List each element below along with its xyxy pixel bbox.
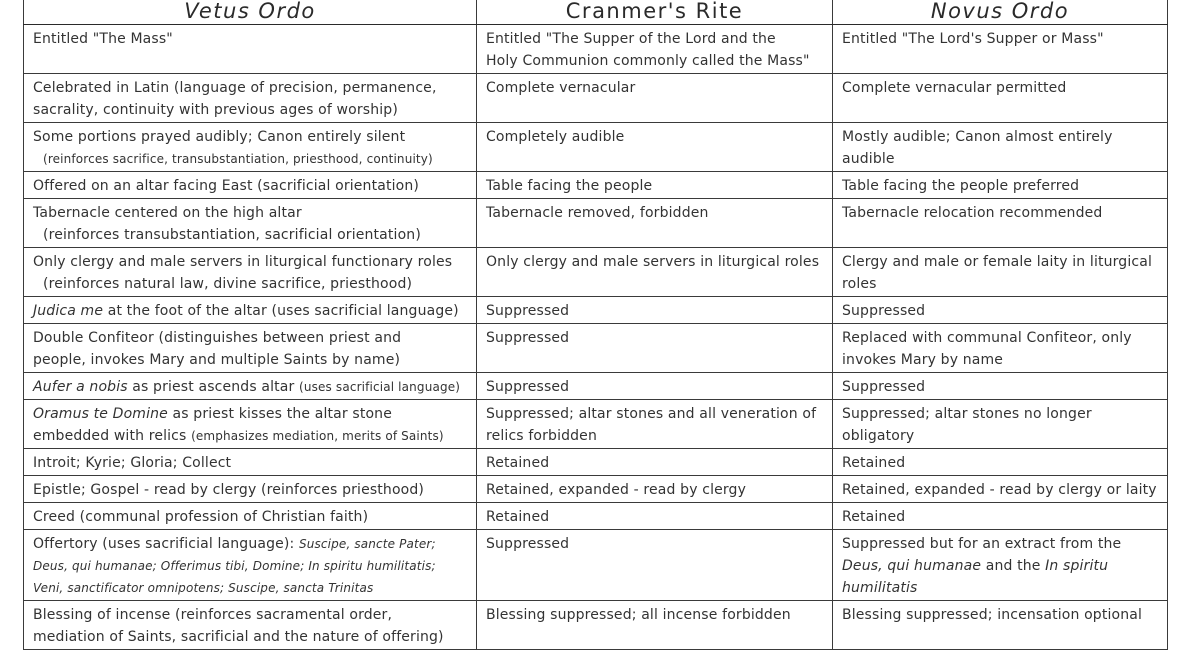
table-row [24,123,1168,172]
cell-text: people, invokes Mary and multiple Saints by name) [33,352,401,368]
cell-text: Blessing suppressed; incensation optional [842,607,1143,623]
cell-text: sacrality, continuity with previous ages of worship) [33,102,398,118]
cell-text: Suppressed but for an extract from the [842,536,1122,552]
cell-cranmer [477,530,833,601]
comparison-table [23,0,1168,650]
cell-text: Holy Communion commonly called the Mass" [486,53,810,69]
cell-novus [833,74,1168,123]
cell-novus [833,172,1168,199]
header-cranmers-rite: Cranmer's Rite [477,0,833,25]
cell-novus [833,503,1168,530]
cell-text: Retained [486,455,550,471]
cell-text: Only clergy and male servers in liturgical roles [486,254,820,270]
cell-vetus [24,123,477,172]
cell-text: Tabernacle relocation recommended [842,205,1103,221]
cell-text: Suppressed; altar stones and all veneration of [486,406,817,422]
latin-phrase: Judica me [33,303,104,319]
cell-text: Entitled "The Lord's Supper or Mass" [842,31,1104,47]
cell-text: Clergy and male or female laity in liturgical [842,254,1152,270]
cell-vetus [24,297,477,324]
cell-text: invokes Mary by name [842,352,1004,368]
table-row [24,503,1168,530]
table-row [24,324,1168,373]
cell-text: audible [842,151,895,167]
table-row [24,476,1168,503]
comparison-table-wrapper [23,0,1167,650]
latin-phrase: Deus, qui humanae; Offerimus tibi, Domine; In spiritu humilitatis; [33,559,436,573]
cell-text: Celebrated in Latin (language of precision, permanence, [33,80,437,96]
cell-text: Suppressed [486,536,570,552]
cell-text: relics forbidden [486,428,597,444]
cell-vetus [24,199,477,248]
cell-text: Suppressed [486,303,570,319]
cell-text: Offertory (uses sacrificial language): [33,536,299,552]
cell-text: Retained [842,509,906,525]
cell-novus [833,373,1168,400]
cell-text: Tabernacle removed, forbidden [486,205,709,221]
cell-novus [833,530,1168,601]
cell-vetus [24,476,477,503]
cell-vetus [24,601,477,650]
cell-vetus [24,503,477,530]
cell-text: Mostly audible; Canon almost entirely [842,129,1113,145]
cell-text: Retained, expanded - read by clergy [486,482,747,498]
cell-vetus [24,373,477,400]
cell-vetus [24,248,477,297]
cell-text: obligatory [842,428,915,444]
latin-phrase: In spiritu [1045,558,1109,574]
cell-text: at the foot of the altar (uses sacrificial language) [103,303,459,319]
cell-vetus [24,400,477,449]
cell-novus [833,248,1168,297]
cell-text: Offered on an altar facing East (sacrificial orientation) [33,178,419,194]
cell-novus [833,123,1168,172]
cell-cranmer [477,400,833,449]
table-row [24,248,1168,297]
cell-text: Replaced with communal Confiteor, only [842,330,1132,346]
cell-text: Suppressed [486,379,570,395]
cell-text: as priest kisses the altar stone [167,406,392,422]
cell-cranmer [477,74,833,123]
cell-text: mediation of Saints, sacrificial and the nature of offering) [33,629,444,645]
cell-text: Completely audible [486,129,625,145]
cell-text: Retained, expanded - read by clergy or laity [842,482,1157,498]
cell-text: Epistle; Gospel - read by clergy (reinforces priesthood) [33,482,425,498]
cell-text: Entitled "The Supper of the Lord and the [486,31,776,47]
latin-phrase: Oramus te Domine [33,406,168,422]
cell-text: embedded with relics [33,428,192,444]
latin-phrase: Veni, sanctificator omnipotens; Suscipe, sancta Trinitas [33,581,374,595]
cell-novus [833,400,1168,449]
cell-novus [833,25,1168,74]
cell-text: Retained [486,509,550,525]
cell-text: Suppressed [842,379,926,395]
cell-text: Introit; Kyrie; Gloria; Collect [33,455,232,471]
cell-note: (emphasizes mediation, merits of Saints) [191,429,444,443]
table-row [24,601,1168,650]
cell-novus [833,199,1168,248]
cell-text: Entitled "The Mass" [33,31,173,47]
cell-text: Table facing the people [486,178,653,194]
latin-phrase: Suscipe, sancte Pater; [298,537,436,551]
cell-cranmer [477,297,833,324]
cell-text: Some portions prayed audibly; Canon entirely silent [33,129,406,145]
cell-cranmer [477,324,833,373]
cell-cranmer [477,248,833,297]
cell-novus [833,324,1168,373]
cell-novus [833,297,1168,324]
cell-text: Suppressed; altar stones no longer [842,406,1092,422]
cell-cranmer [477,25,833,74]
table-row [24,297,1168,324]
cell-cranmer [477,503,833,530]
table-row [24,400,1168,449]
cell-vetus [24,74,477,123]
table-row [24,373,1168,400]
cell-text: Tabernacle centered on the high altar [33,205,302,221]
cell-text: Blessing suppressed; all incense forbidden [486,607,791,623]
cell-cranmer [477,601,833,650]
cell-vetus [24,25,477,74]
cell-text: Double Confiteor (distinguishes between priest and [33,330,402,346]
cell-text: and the [981,558,1046,574]
cell-text: Complete vernacular [486,80,636,96]
cell-cranmer [477,476,833,503]
cell-text: Only clergy and male servers in liturgical functionary roles [33,254,453,270]
cell-text: Creed (communal profession of Christian faith) [33,509,369,525]
cell-text: Table facing the people preferred [842,178,1080,194]
cell-cranmer [477,123,833,172]
cell-text: Suppressed [486,330,570,346]
cell-novus [833,476,1168,503]
table-header-row [24,0,1168,25]
cell-cranmer [477,449,833,476]
latin-phrase: Aufer a nobis [33,379,128,395]
cell-note: (reinforces transubstantiation, sacrificial orientation) [43,227,421,243]
latin-phrase: humilitatis [842,580,918,596]
cell-text: as priest ascends altar [127,379,300,395]
cell-novus [833,449,1168,476]
latin-phrase: Deus, qui humanae [842,558,982,574]
cell-text: Suppressed [842,303,926,319]
cell-cranmer [477,172,833,199]
header-novus-ordo: Novus Ordo [833,0,1168,25]
header-vetus-ordo: Vetus Ordo [24,0,477,25]
cell-text: roles [842,276,877,292]
table-row [24,172,1168,199]
cell-vetus [24,324,477,373]
cell-vetus [24,449,477,476]
cell-text: Retained [842,455,906,471]
table-row [24,530,1168,601]
table-row [24,74,1168,123]
cell-text: Blessing of incense (reinforces sacramental order, [33,607,393,623]
cell-note: (reinforces sacrifice, transubstantiation, priesthood, continuity) [43,152,433,166]
cell-vetus [24,530,477,601]
cell-note: (reinforces natural law, divine sacrifice, priesthood) [43,276,413,292]
table-row [24,199,1168,248]
table-row [24,25,1168,74]
cell-cranmer [477,199,833,248]
cell-novus [833,601,1168,650]
table-row [24,449,1168,476]
cell-cranmer [477,373,833,400]
cell-text: Complete vernacular permitted [842,80,1067,96]
cell-vetus [24,172,477,199]
cell-note: (uses sacrificial language) [299,380,461,394]
